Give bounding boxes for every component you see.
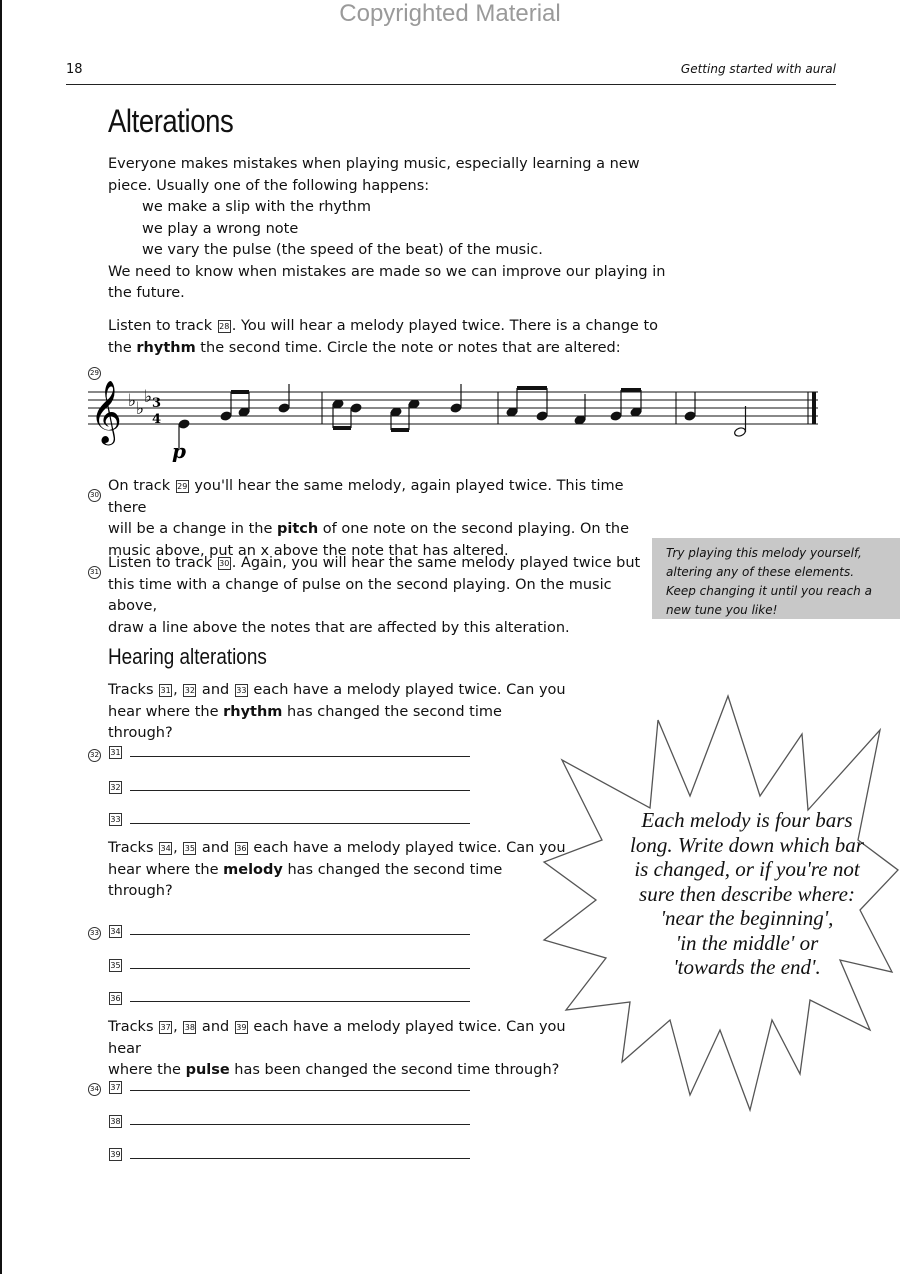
- track-box: 32: [110, 783, 121, 792]
- rhythm-instruction: Tracks 31 , 32 and 33 each have a melody played twice. Can you hear where the rhythm has changed the second time through?: [108, 682, 566, 741]
- svg-text:♭: ♭: [128, 391, 137, 411]
- question-number: 34: [88, 1083, 101, 1096]
- track-box: 29: [177, 482, 188, 491]
- running-head: Getting started with aural: [680, 62, 836, 76]
- svg-text:♭: ♭: [136, 399, 145, 419]
- answer-line[interactable]: [130, 1124, 470, 1125]
- svg-text:3: 3: [152, 396, 162, 411]
- question-pulse: Listen to track 30 . Again, you will hear the same melody played twice but this time with a change of pulse on the second playing. On the music above, draw a line above the notes that are affected by this alteration.: [108, 555, 641, 636]
- list-item: we make a slip with the rhythm: [142, 199, 371, 215]
- track-box: 31: [110, 748, 121, 757]
- answer-line[interactable]: [130, 968, 470, 969]
- track-box: 39: [110, 1150, 121, 1159]
- question-number: 30: [88, 489, 101, 502]
- page-number: 18: [66, 62, 83, 77]
- watermark: Copyrighted Material: [339, 0, 561, 27]
- track-box: 33: [110, 815, 121, 824]
- intro-paragraph: Everyone makes mistakes when playing music, especially learning a new piece. Usually one of the following happens: we make a slip with the rhythm we play a wrong note we vary the pulse (the speed of the beat) of the music. We need to know when mistakes are made so we can improve our playing in the future.: [108, 154, 668, 305]
- track-box: 30: [219, 559, 230, 568]
- answer-line[interactable]: [130, 1090, 470, 1091]
- track-box: 36: [110, 994, 121, 1003]
- answer-line[interactable]: [130, 1001, 470, 1002]
- dynamic-marking: p: [172, 439, 186, 463]
- answer-line[interactable]: [130, 934, 470, 935]
- question-number: 29: [88, 367, 101, 380]
- list-item: we vary the pulse (the speed of the beat) of the music.: [142, 242, 543, 258]
- header-rule: [66, 84, 836, 85]
- pulse-instruction: Tracks 37 , 38 and 39 each have a melody played twice. Can you hear where the pulse has been changed the second time through?: [108, 1019, 566, 1078]
- track-box: 34: [110, 927, 121, 936]
- svg-text:♭: ♭: [144, 387, 153, 407]
- page-edge: [0, 0, 2, 1274]
- track-box: 28: [219, 322, 230, 331]
- question-number: 31: [88, 566, 101, 579]
- answer-line[interactable]: [130, 1158, 470, 1159]
- listen-instruction: Listen to track 28 . You will hear a melody played twice. There is a change to the rhythm the second time. Circle the note or notes that are altered:: [108, 318, 658, 356]
- treble-clef-icon: 𝄞: [90, 380, 122, 443]
- answer-line[interactable]: [130, 823, 470, 824]
- list-item: we play a wrong note: [142, 220, 299, 237]
- page-title: Alterations: [108, 103, 234, 139]
- tip-text: Try playing this melody yourself, altering any of these elements. Keep changing it until you reach a new tune you like!: [666, 546, 872, 617]
- question-pitch: On track 29 you'll hear the same melody, again played twice. This time there will be a change in the pitch of one note on the second playing. On the music above, put an x above the note that has altered.: [108, 478, 630, 559]
- track-box: 35: [110, 961, 121, 970]
- melody-instruction: Tracks 34 , 35 and 36 each have a melody played twice. Can you hear where the melody has changed the second time through?: [108, 840, 566, 899]
- track-box: 38: [110, 1117, 121, 1126]
- question-number: 33: [88, 927, 101, 940]
- music-staff: [80, 372, 830, 468]
- question-number: 32: [88, 749, 101, 762]
- answer-line[interactable]: [130, 790, 470, 791]
- svg-text:4: 4: [152, 412, 162, 427]
- section-heading: Hearing alterations: [108, 644, 267, 669]
- starburst-text: Each melody is four bars long. Write down which bar is changed, or if you're not sure then describe where: 'near the beginning', 'in the middle' or 'towards the end'.: [630, 808, 864, 979]
- answer-line[interactable]: [130, 756, 470, 757]
- track-box: 37: [110, 1083, 121, 1092]
